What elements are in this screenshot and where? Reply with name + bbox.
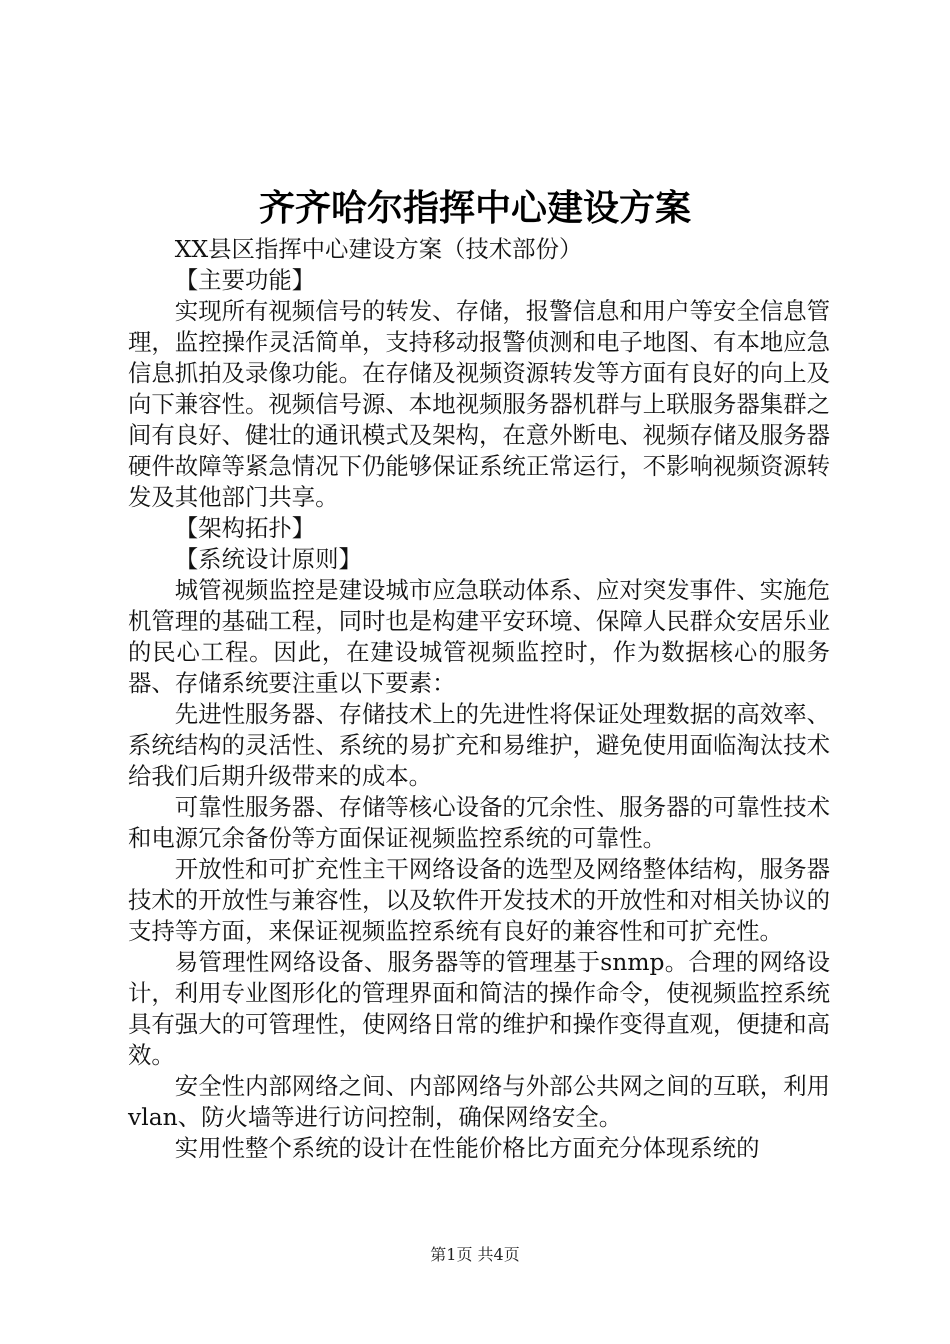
section-heading-main-functions: 【主要功能】 <box>174 266 316 294</box>
paragraph-design-intro: 城管视频监控是建设城市应急联动体系、应对突发事件、实施危机管理的基础工程，同时也是构建平安环境、保障人民群众安居乐业的民心工程。因此，在建设城管视频监控时，作为数据核心的服务器、存储系统要注重以下要素： <box>128 576 830 697</box>
section-heading-design-principles: 【系统设计原则】 <box>174 545 362 573</box>
page-number-footer: 第1页 共4页 <box>430 1245 520 1264</box>
paragraph-subtitle: XX县区指挥中心建设方案（技术部份） <box>174 235 583 263</box>
paragraph-manageability: 易管理性网络设备、服务器等的管理基于snmp。合理的网络设计，利用专业图形化的管理界面和简洁的操作命令，使视频监控系统具有强大的可管理性，使网络日常的维护和操作变得直观，便捷和高效。 <box>128 948 830 1069</box>
paragraph-reliability: 可靠性服务器、存储等核心设备的冗余性、服务器的可靠性技术和电源冗余备份等方面保证视频监控系统的可靠性。 <box>128 793 830 852</box>
paragraph-advanced: 先进性服务器、存储技术上的先进性将保证处理数据的高效率、系统结构的灵活性、系统的易扩充和易维护，避免使用面临淘汰技术给我们后期升级带来的成本。 <box>128 700 830 790</box>
document-body <box>128 234 830 1164</box>
paragraph-main-functions: 实现所有视频信号的转发、存储，报警信息和用户等安全信息管理，监控操作灵活简单，支持移动报警侦测和电子地图、有本地应急信息抓拍及录像功能。在存储及视频资源转发等方面有良好的向上及向下兼容性。视频信号源、本地视频服务器机群与上联服务器集群之间有良好、健壮的通讯模式及架构，在意外断电、视频存储及服务器硬件故障等紧急情况下仍能够保证系统正常运行，不影响视频资源转发及其他部门共享。 <box>128 297 830 511</box>
section-heading-architecture: 【架构拓扑】 <box>174 514 316 542</box>
paragraph-security: 安全性内部网络之间、内部网络与外部公共网之间的互联，利用vlan、防火墙等进行访问控制，确保网络安全。 <box>128 1072 830 1131</box>
document-title: 齐齐哈尔指挥中心建设方案 <box>258 187 691 229</box>
paragraph-practicality: 实用性整个系统的设计在性能价格比方面充分体现系统的 <box>174 1134 760 1162</box>
paragraph-openness: 开放性和可扩充性主干网络设备的选型及网络整体结构，服务器技术的开放性与兼容性，以及软件开发技术的开放性和对相关协议的支持等方面，来保证视频监控系统有良好的兼容性和可扩充性。 <box>128 855 830 945</box>
